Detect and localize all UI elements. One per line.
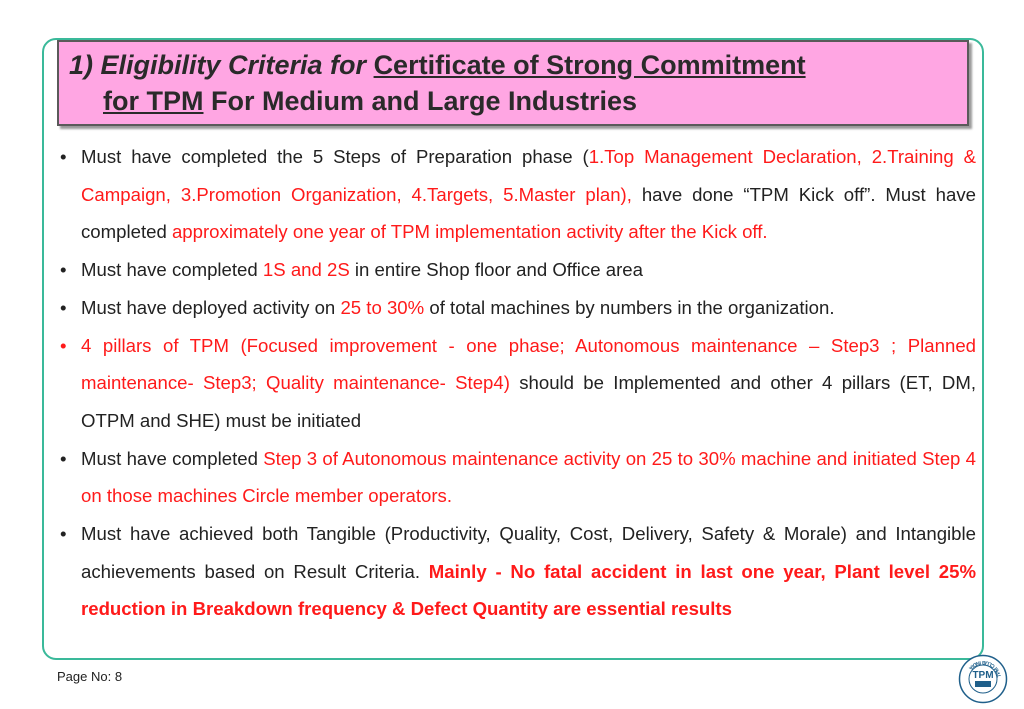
title-underlined-2: for TPM <box>103 86 204 116</box>
bullet-text: Must have completed <box>81 447 264 469</box>
bullet-text: of total machines by numbers in the organization. <box>424 296 835 318</box>
bullet-text: Must have completed <box>81 259 263 281</box>
bullet-text: should be Implemented and other 4 pillars (ET, DM, OTPM and SHE) must be initiated <box>81 372 976 431</box>
bullet-dot: • <box>60 296 67 318</box>
bullet-dot: • <box>60 146 67 167</box>
bullet-highlight-text: 1S and 2S <box>262 259 350 281</box>
bullet-text: Must have achieved both Tangible (Productivity, Quality, Cost, Delivery, Safety & Morale) and Intangible achievements based on Result Criteria. <box>81 523 976 582</box>
criteria-bullet <box>58 251 976 289</box>
criteria-bullet <box>58 327 976 440</box>
title-prefix: 1) Eligibility Criteria for <box>69 50 374 80</box>
page-number: Page No: 8 <box>57 669 123 684</box>
bullet-text: Must have completed the 5 Steps of Preparation phase ( <box>81 146 589 167</box>
bullet-text: in entire Shop floor and Office area <box>349 259 643 281</box>
logo-center-text: TPM <box>972 670 994 681</box>
criteria-bullet <box>58 138 976 251</box>
bullet-dot: • <box>60 259 67 281</box>
bullet-highlight-text: 1.Top Management Declaration, 2.Training & Campaign, 3.Promotion Organization, 4.Targets, 5.Master plan), <box>81 146 976 205</box>
bullet-dot: • <box>60 447 67 469</box>
bullet-dot: • <box>60 334 67 356</box>
criteria-bullet <box>58 515 976 628</box>
bullet-highlight-text: Mainly - No fatal accident in last one year, Plant level 25% reduction in Breakdown frequency & Defect Quantity are essential results <box>81 560 976 620</box>
title-suffix: For Medium and Large Industries <box>203 86 638 116</box>
bullet-text: have done “TPM Kick off”. Must have completed <box>81 183 976 243</box>
logo-ring-text: TPM CLUB INDIA <box>967 658 1003 678</box>
tpm-club-india-logo-icon <box>958 654 1008 704</box>
criteria-bullet-list <box>58 138 976 628</box>
bullet-highlight-text: approximately one year of TPM implementation activity after the Kick off. <box>171 221 768 243</box>
bullet-dot: • <box>60 523 67 545</box>
bullet-highlight-text: 4 pillars of TPM (Focused improvement - one phase; Autonomous maintenance – Step3 ; Planned maintenance- Step3; Quality maintenance- Step4) <box>81 334 976 394</box>
criteria-bullet <box>58 289 976 327</box>
title-line-1 <box>69 50 806 81</box>
bullet-highlight-text: 25 to 30% <box>340 296 425 318</box>
title-underlined-1: Certificate of Strong Commitment <box>373 50 806 80</box>
criteria-bullet <box>58 440 976 515</box>
bullet-highlight-text: Step 3 of Autonomous maintenance activity on 25 to 30% machine and initiated Step 4 on those machines Circle member operators. <box>81 447 977 507</box>
title-line-2 <box>103 86 637 117</box>
title-banner <box>57 40 969 126</box>
bullet-text: Must have deployed activity on <box>81 296 341 318</box>
